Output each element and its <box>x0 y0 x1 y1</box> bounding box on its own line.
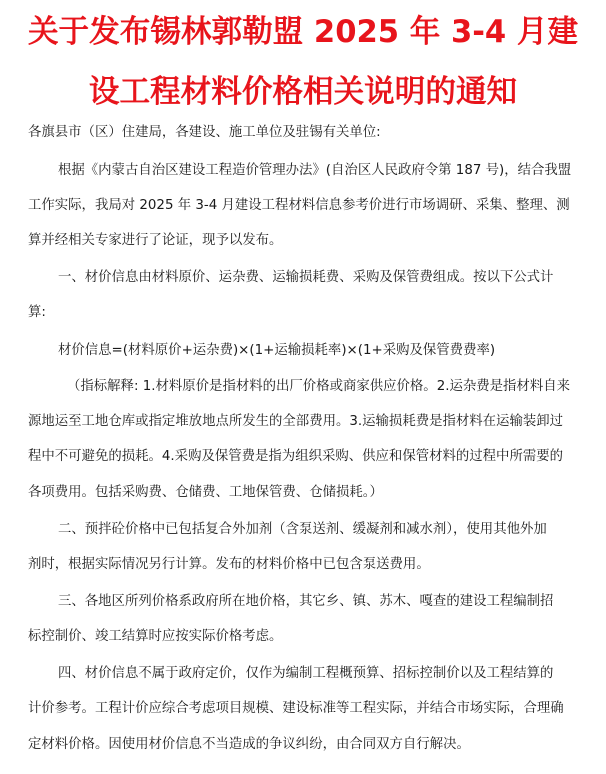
clause-2-line: 二、预拌砼价格中已包括复合外加剂（含泵送剂、缓凝剂和减水剂），使用其他外加 <box>58 522 547 537</box>
indicator-note-line: （指标解释: 1.材料原价是指材料的出厂价格或商家供应价格。2.运杂费是指材料自来 <box>67 379 570 394</box>
intro-line: 算并经相关专家进行了论证，现予以发布。 <box>28 233 283 248</box>
document-title-line-1: 关于发布锡林郭勒盟 2025 年 3-4 月建 <box>27 14 579 50</box>
intro-line: 根据《内蒙古自治区建设工程造价管理办法》(自治区人民政府令第 187 号)，结合我盟 <box>58 163 572 178</box>
indicator-note-line: 程中不可避免的损耗。4.采购及保管费是指为组织采购、供应和保管材料的过程中所需要的 <box>28 449 564 464</box>
document-title-line-2: 设工程材料价格相关说明的通知 <box>88 74 518 110</box>
salutation: 各旗县市（区）住建局，各建设、施工单位及驻锡有关单位: <box>28 125 381 140</box>
indicator-note-line: 源地运至工地仓库或指定堆放地点所发生的全部费用。3.运输损耗费是指材料在运输装卸过 <box>28 414 564 429</box>
intro-line: 工作实际，我局对 2025 年 3-4 月建设工程材料信息参考价进行市场调研、采集、整理、测 <box>28 198 570 213</box>
clause-4-line: 计价参考。工程计价应综合考虑项目规模、建设标准等工程实际，并结合市场实际，合理确 <box>28 701 564 716</box>
clause-4-line: 四、材价信息不属于政府定价，仅作为编制工程概预算、招标控制价以及工程结算的 <box>58 666 554 681</box>
clause-3-line: 标控制价、竣工结算时应按实际价格考虑。 <box>28 629 283 644</box>
clause-3-line: 三、各地区所列价格系政府所在地价格，其它乡、镇、苏木、嘎查的建设工程编制招 <box>58 594 554 609</box>
price-formula: 材价信息=(材料原价+运杂费)×(1+运输损耗率)×(1+采购及保管费费率) <box>58 343 496 358</box>
indicator-note-line: 各项费用。包括采购费、仓储费、工地保管费、仓储损耗。） <box>28 485 383 500</box>
clause-1-line: 算: <box>28 305 46 320</box>
clause-2-line: 剂时，根据实际情况另行计算。发布的材料价格中已包含泵送费用。 <box>28 557 430 572</box>
clause-1-line: 一、材价信息由材料原价、运杂费、运输损耗费、采购及保管费组成。按以下公式计 <box>58 270 554 285</box>
clause-4-line: 定材料价格。因使用材价信息不当造成的争议纠纷，由合同双方自行解决。 <box>28 737 470 752</box>
